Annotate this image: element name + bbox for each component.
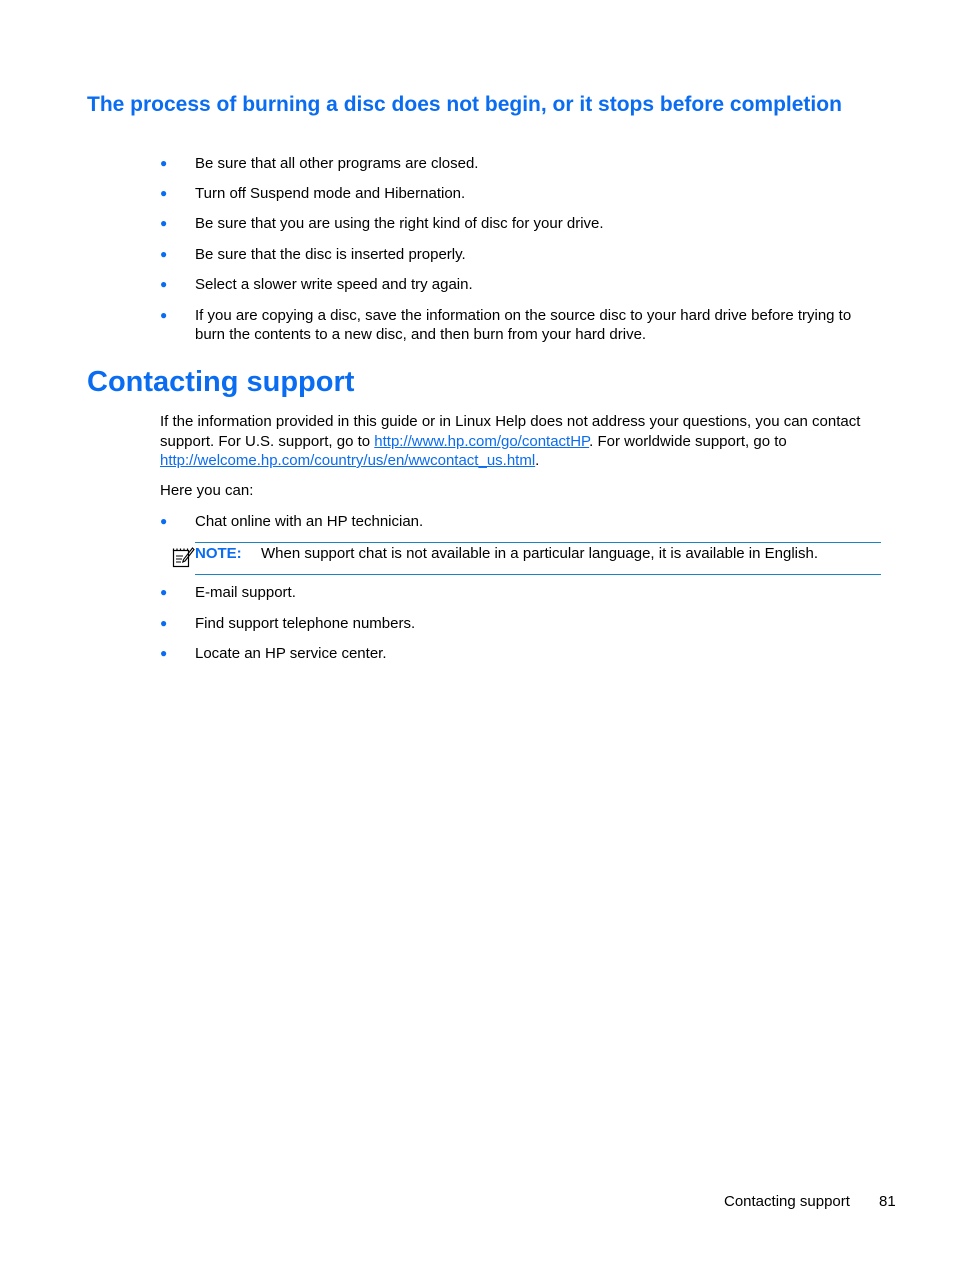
list-item (160, 214, 885, 233)
list-item-text: Select a slower write speed and try again. (195, 276, 473, 293)
bullet-icon: ● (160, 646, 168, 660)
bullet-icon: ● (160, 156, 168, 170)
note-pencil-icon (171, 545, 195, 569)
us-support-link[interactable]: http://www.hp.com/go/contactHP (374, 432, 590, 450)
intro-text: If the information provided in this guide or in Linux Help does not address your questions, you can contact support. For U.S. support, go to (160, 413, 861, 450)
list-item (160, 184, 885, 203)
list-item (160, 583, 885, 602)
list-item (160, 614, 885, 633)
list-item (160, 306, 885, 344)
note-text: When support chat is not available in a particular language, it is available in English. (261, 545, 818, 562)
here-you-can-text: Here you can: (160, 482, 254, 499)
list-item-text: Be sure that you are using the right kind of disc for your drive. (195, 215, 604, 232)
worldwide-support-link[interactable]: http://welcome.hp.com/country/us/en/wwcontact_us.html (160, 452, 536, 469)
footer-page-number: 81 (879, 1193, 896, 1210)
list-item-text: Turn off Suspend mode and Hibernation. (195, 185, 466, 202)
list-item-text: Find support telephone numbers. (195, 615, 416, 632)
support-intro-paragraph (160, 412, 885, 471)
section-heading-contacting-support: Contacting support (87, 366, 355, 398)
note-box (195, 542, 881, 575)
support-options-list (160, 512, 885, 531)
list-item-text: E-mail support. (195, 584, 296, 601)
bullet-icon: ● (160, 616, 168, 630)
list-item-text: Chat online with an HP technician. (195, 513, 424, 530)
section-heading-burning-disc: The process of burning a disc does not begin, or it stops before completion (87, 93, 842, 116)
list-item (160, 275, 885, 294)
list-item (160, 154, 885, 173)
list-item-text: Be sure that the disc is inserted properly. (195, 246, 466, 263)
bullet-icon: ● (160, 277, 168, 291)
list-item (160, 245, 885, 264)
list-item (160, 644, 885, 663)
burning-tips-list (160, 154, 885, 344)
bullet-icon: ● (160, 514, 168, 528)
note-label: NOTE: (195, 545, 242, 562)
bullet-icon: ● (160, 247, 168, 261)
list-item (160, 512, 885, 531)
bullet-icon: ● (160, 585, 168, 599)
bullet-icon: ● (160, 308, 168, 322)
list-item-text: Be sure that all other programs are closed. (195, 155, 479, 172)
support-options-list-continued (160, 583, 885, 663)
list-item-text: Locate an HP service center. (195, 645, 387, 662)
footer-section-title: Contacting support (724, 1193, 850, 1210)
intro-text: . (535, 452, 540, 469)
intro-text: . For worldwide support, go to (589, 432, 787, 450)
bullet-icon: ● (160, 186, 168, 200)
bullet-icon: ● (160, 216, 168, 230)
list-item-text: If you are copying a disc, save the information on the source disc to your hard drive before trying to burn the contents to a new disc, and then burn from your hard drive. (195, 307, 852, 343)
